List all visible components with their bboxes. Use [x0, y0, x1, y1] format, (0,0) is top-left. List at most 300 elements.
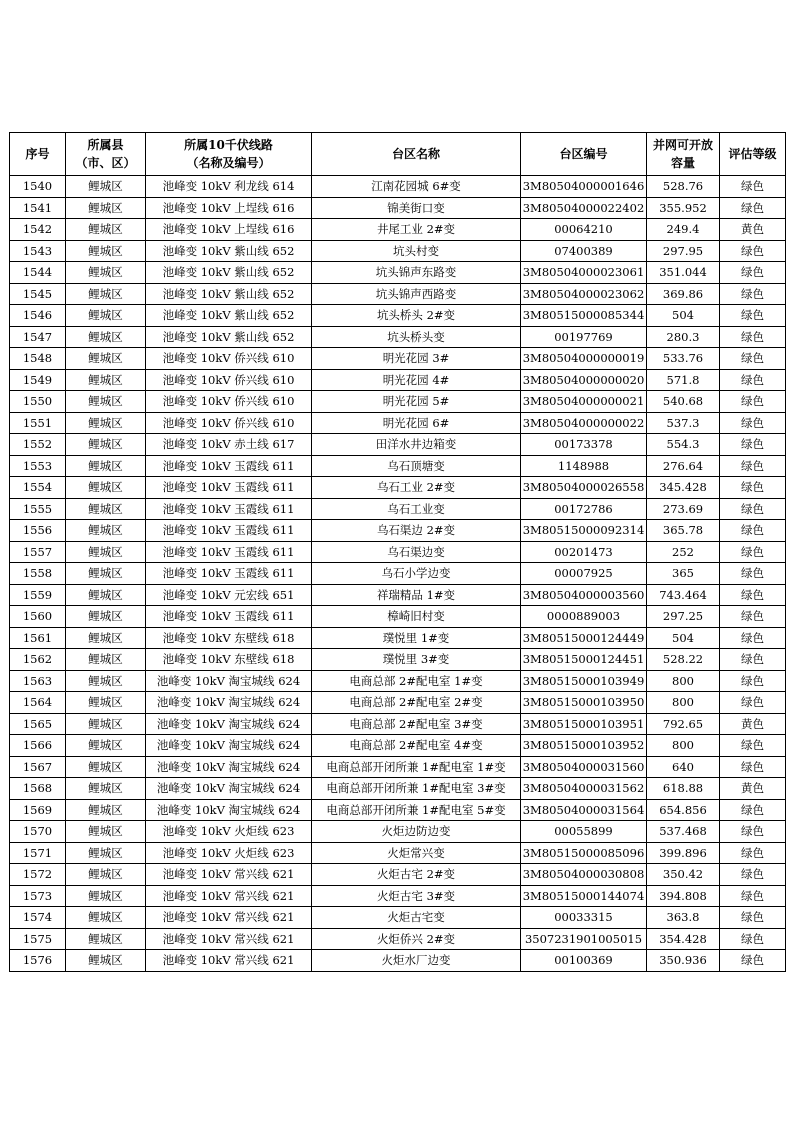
row-station-name: 田洋水井边箱变 [312, 434, 521, 456]
table-row [10, 455, 786, 477]
row-grade: 绿色 [720, 842, 786, 864]
table-row [10, 541, 786, 563]
row-seq: 1542 [10, 219, 66, 241]
row-grade: 绿色 [720, 348, 786, 370]
row-station-name: 乌石渠边变 [312, 541, 521, 563]
row-seq: 1571 [10, 842, 66, 864]
row-station-id: 00033315 [521, 907, 647, 929]
row-county: 鲤城区 [66, 670, 146, 692]
row-feeder: 池峰变 10kV 玉霞线 611 [146, 477, 312, 499]
row-capacity: 351.044 [647, 262, 720, 284]
row-capacity: 540.68 [647, 391, 720, 413]
row-station-name: 坑头桥头变 [312, 326, 521, 348]
table-row [10, 262, 786, 284]
row-grade: 绿色 [720, 176, 786, 198]
row-seq: 1575 [10, 928, 66, 950]
row-seq: 1566 [10, 735, 66, 757]
row-station-id: 3M80504000023062 [521, 283, 647, 305]
table-row [10, 649, 786, 671]
row-feeder: 池峰变 10kV 元宏线 651 [146, 584, 312, 606]
table-row [10, 219, 786, 241]
row-feeder: 池峰变 10kV 紫山线 652 [146, 283, 312, 305]
row-station-name: 坑头桥头 2#变 [312, 305, 521, 327]
row-capacity: 743.464 [647, 584, 720, 606]
row-capacity: 792.65 [647, 713, 720, 735]
row-feeder: 池峰变 10kV 火炬线 623 [146, 821, 312, 843]
row-station-name: 火炬古宅 2#变 [312, 864, 521, 886]
row-feeder: 池峰变 10kV 常兴线 621 [146, 864, 312, 886]
row-station-name: 火炬水厂边变 [312, 950, 521, 972]
row-feeder: 池峰变 10kV 玉霞线 611 [146, 563, 312, 585]
row-county: 鲤城区 [66, 563, 146, 585]
row-station-name: 锦美街口变 [312, 197, 521, 219]
row-station-name: 樟崎旧村变 [312, 606, 521, 628]
row-county: 鲤城区 [66, 176, 146, 198]
row-station-name: 江南花园城 6#变 [312, 176, 521, 198]
row-grade: 绿色 [720, 262, 786, 284]
row-capacity: 800 [647, 670, 720, 692]
row-station-id: 3M80515000085096 [521, 842, 647, 864]
row-county: 鲤城区 [66, 326, 146, 348]
row-station-id: 00064210 [521, 219, 647, 241]
row-grade: 绿色 [720, 606, 786, 628]
row-feeder: 池峰变 10kV 紫山线 652 [146, 240, 312, 262]
table-row [10, 713, 786, 735]
row-station-id: 3507231901005015 [521, 928, 647, 950]
row-station-id: 00172786 [521, 498, 647, 520]
row-county: 鲤城区 [66, 821, 146, 843]
row-seq: 1554 [10, 477, 66, 499]
row-grade: 绿色 [720, 283, 786, 305]
table-row [10, 907, 786, 929]
row-station-id: 3M80504000001646 [521, 176, 647, 198]
header-grade: 评估等级 [720, 133, 786, 176]
row-capacity: 365 [647, 563, 720, 585]
row-grade: 绿色 [720, 928, 786, 950]
row-capacity: 365.78 [647, 520, 720, 542]
row-grade: 绿色 [720, 885, 786, 907]
table-row [10, 885, 786, 907]
row-grade: 绿色 [720, 627, 786, 649]
header-station-id: 台区编号 [521, 133, 647, 176]
row-grade: 黄色 [720, 778, 786, 800]
row-feeder: 池峰变 10kV 玉霞线 611 [146, 498, 312, 520]
row-station-name: 乌石工业 2#变 [312, 477, 521, 499]
row-seq: 1541 [10, 197, 66, 219]
table-row [10, 391, 786, 413]
row-feeder: 池峰变 10kV 侨兴线 610 [146, 369, 312, 391]
table-row [10, 412, 786, 434]
row-station-name: 电商总部 2#配电室 2#变 [312, 692, 521, 714]
row-feeder: 池峰变 10kV 玉霞线 611 [146, 606, 312, 628]
table-row [10, 498, 786, 520]
row-grade: 绿色 [720, 735, 786, 757]
header-capacity: 并网可开放 容量 [647, 133, 720, 176]
row-station-id: 3M80515000092314 [521, 520, 647, 542]
row-station-id: 3M80504000003560 [521, 584, 647, 606]
table-row [10, 584, 786, 606]
row-station-id: 00173378 [521, 434, 647, 456]
row-county: 鲤城区 [66, 606, 146, 628]
row-station-id: 00055899 [521, 821, 647, 843]
row-county: 鲤城区 [66, 627, 146, 649]
row-capacity: 528.22 [647, 649, 720, 671]
row-capacity: 504 [647, 305, 720, 327]
row-seq: 1547 [10, 326, 66, 348]
row-grade: 绿色 [720, 756, 786, 778]
row-county: 鲤城区 [66, 498, 146, 520]
row-feeder: 池峰变 10kV 紫山线 652 [146, 305, 312, 327]
row-grade: 绿色 [720, 670, 786, 692]
table-row [10, 520, 786, 542]
row-station-name: 璞悦里 1#变 [312, 627, 521, 649]
row-grade: 绿色 [720, 326, 786, 348]
row-station-id: 07400389 [521, 240, 647, 262]
row-capacity: 618.88 [647, 778, 720, 800]
header-feeder: 所属10千伏线路 （名称及编号） [146, 133, 312, 176]
row-station-name: 电商总部开闭所兼 1#配电室 3#变 [312, 778, 521, 800]
row-grade: 绿色 [720, 692, 786, 714]
header-seq: 序号 [10, 133, 66, 176]
row-feeder: 池峰变 10kV 淘宝城线 624 [146, 778, 312, 800]
row-station-name: 明光花园 3# [312, 348, 521, 370]
row-grade: 绿色 [720, 369, 786, 391]
row-seq: 1568 [10, 778, 66, 800]
row-station-id: 00197769 [521, 326, 647, 348]
row-grade: 绿色 [720, 477, 786, 499]
row-feeder: 池峰变 10kV 玉霞线 611 [146, 520, 312, 542]
row-grade: 绿色 [720, 391, 786, 413]
row-seq: 1557 [10, 541, 66, 563]
row-station-name: 乌石小学边变 [312, 563, 521, 585]
row-county: 鲤城区 [66, 197, 146, 219]
row-feeder: 池峰变 10kV 玉霞线 611 [146, 541, 312, 563]
row-seq: 1560 [10, 606, 66, 628]
row-grade: 绿色 [720, 584, 786, 606]
row-seq: 1576 [10, 950, 66, 972]
row-county: 鲤城区 [66, 756, 146, 778]
row-county: 鲤城区 [66, 348, 146, 370]
row-county: 鲤城区 [66, 283, 146, 305]
row-county: 鲤城区 [66, 434, 146, 456]
table-row [10, 283, 786, 305]
row-capacity: 640 [647, 756, 720, 778]
row-seq: 1555 [10, 498, 66, 520]
table-row [10, 348, 786, 370]
row-feeder: 池峰变 10kV 常兴线 621 [146, 907, 312, 929]
row-seq: 1564 [10, 692, 66, 714]
row-seq: 1548 [10, 348, 66, 370]
header-station-name: 台区名称 [312, 133, 521, 176]
row-county: 鲤城区 [66, 369, 146, 391]
row-capacity: 394.808 [647, 885, 720, 907]
row-station-name: 祥瑞精品 1#变 [312, 584, 521, 606]
row-station-id: 3M80504000000021 [521, 391, 647, 413]
row-station-name: 乌石工业变 [312, 498, 521, 520]
row-station-name: 火炬古宅变 [312, 907, 521, 929]
row-capacity: 363.8 [647, 907, 720, 929]
row-feeder: 池峰变 10kV 常兴线 621 [146, 950, 312, 972]
row-feeder: 池峰变 10kV 淘宝城线 624 [146, 735, 312, 757]
row-county: 鲤城区 [66, 713, 146, 735]
table-row [10, 864, 786, 886]
row-feeder: 池峰变 10kV 紫山线 652 [146, 262, 312, 284]
capacity-table [9, 132, 786, 972]
row-county: 鲤城区 [66, 649, 146, 671]
row-station-name: 电商总部 2#配电室 3#变 [312, 713, 521, 735]
row-county: 鲤城区 [66, 584, 146, 606]
row-capacity: 350.42 [647, 864, 720, 886]
row-station-id: 3M80504000031560 [521, 756, 647, 778]
row-capacity: 297.25 [647, 606, 720, 628]
row-county: 鲤城区 [66, 735, 146, 757]
row-seq: 1572 [10, 864, 66, 886]
row-station-name: 火炬侨兴 2#变 [312, 928, 521, 950]
table-row [10, 692, 786, 714]
row-seq: 1553 [10, 455, 66, 477]
row-station-id: 3M80515000144074 [521, 885, 647, 907]
row-station-name: 璞悦里 3#变 [312, 649, 521, 671]
row-station-name: 坑头村变 [312, 240, 521, 262]
row-grade: 绿色 [720, 563, 786, 585]
table-row [10, 670, 786, 692]
row-county: 鲤城区 [66, 885, 146, 907]
row-county: 鲤城区 [66, 240, 146, 262]
row-seq: 1565 [10, 713, 66, 735]
row-station-name: 明光花园 4# [312, 369, 521, 391]
row-seq: 1569 [10, 799, 66, 821]
table-row [10, 756, 786, 778]
row-station-id: 3M80504000030808 [521, 864, 647, 886]
row-feeder: 池峰变 10kV 常兴线 621 [146, 885, 312, 907]
row-grade: 绿色 [720, 240, 786, 262]
table-row [10, 950, 786, 972]
row-seq: 1559 [10, 584, 66, 606]
row-seq: 1552 [10, 434, 66, 456]
row-station-id: 3M80504000031562 [521, 778, 647, 800]
table-row [10, 928, 786, 950]
row-feeder: 池峰变 10kV 淘宝城线 624 [146, 692, 312, 714]
row-grade: 绿色 [720, 950, 786, 972]
row-capacity: 537.468 [647, 821, 720, 843]
row-feeder: 池峰变 10kV 侨兴线 610 [146, 391, 312, 413]
row-grade: 绿色 [720, 821, 786, 843]
table-row [10, 821, 786, 843]
row-station-name: 电商总部 2#配电室 1#变 [312, 670, 521, 692]
row-capacity: 504 [647, 627, 720, 649]
row-feeder: 池峰变 10kV 侨兴线 610 [146, 412, 312, 434]
row-county: 鲤城区 [66, 262, 146, 284]
row-feeder: 池峰变 10kV 淘宝城线 624 [146, 799, 312, 821]
row-station-id: 3M80515000103950 [521, 692, 647, 714]
row-seq: 1574 [10, 907, 66, 929]
row-station-id: 00100369 [521, 950, 647, 972]
row-seq: 1550 [10, 391, 66, 413]
table-row [10, 778, 786, 800]
row-feeder: 池峰变 10kV 东壁线 618 [146, 649, 312, 671]
row-capacity: 528.76 [647, 176, 720, 198]
row-feeder: 池峰变 10kV 淘宝城线 624 [146, 713, 312, 735]
row-capacity: 355.952 [647, 197, 720, 219]
row-station-name: 坑头锦声东路变 [312, 262, 521, 284]
row-station-name: 乌石渠边 2#变 [312, 520, 521, 542]
row-capacity: 533.76 [647, 348, 720, 370]
row-station-name: 明光花园 5# [312, 391, 521, 413]
row-grade: 绿色 [720, 649, 786, 671]
row-seq: 1558 [10, 563, 66, 585]
row-grade: 绿色 [720, 541, 786, 563]
header-county: 所属县 （市、区） [66, 133, 146, 176]
row-grade: 绿色 [720, 455, 786, 477]
row-capacity: 369.86 [647, 283, 720, 305]
table-row [10, 627, 786, 649]
row-grade: 绿色 [720, 305, 786, 327]
row-county: 鲤城区 [66, 391, 146, 413]
row-county: 鲤城区 [66, 950, 146, 972]
row-grade: 黄色 [720, 219, 786, 241]
table-row [10, 563, 786, 585]
row-feeder: 池峰变 10kV 东壁线 618 [146, 627, 312, 649]
row-station-id: 3M80515000103949 [521, 670, 647, 692]
row-capacity: 252 [647, 541, 720, 563]
row-feeder: 池峰变 10kV 上埕线 616 [146, 219, 312, 241]
table-row [10, 240, 786, 262]
row-grade: 绿色 [720, 197, 786, 219]
row-grade: 绿色 [720, 799, 786, 821]
row-seq: 1549 [10, 369, 66, 391]
row-grade: 绿色 [720, 520, 786, 542]
row-grade: 绿色 [720, 412, 786, 434]
table-row [10, 434, 786, 456]
row-station-name: 坑头锦声西路变 [312, 283, 521, 305]
row-county: 鲤城区 [66, 864, 146, 886]
row-county: 鲤城区 [66, 692, 146, 714]
row-feeder: 池峰变 10kV 利龙线 614 [146, 176, 312, 198]
row-seq: 1570 [10, 821, 66, 843]
row-grade: 绿色 [720, 498, 786, 520]
table-row [10, 176, 786, 198]
table-row [10, 197, 786, 219]
row-seq: 1544 [10, 262, 66, 284]
row-capacity: 273.69 [647, 498, 720, 520]
row-capacity: 571.8 [647, 369, 720, 391]
row-station-id: 1148988 [521, 455, 647, 477]
row-feeder: 池峰变 10kV 侨兴线 610 [146, 348, 312, 370]
row-grade: 黄色 [720, 713, 786, 735]
row-capacity: 276.64 [647, 455, 720, 477]
row-seq: 1543 [10, 240, 66, 262]
row-station-id: 00007925 [521, 563, 647, 585]
row-seq: 1567 [10, 756, 66, 778]
row-station-id: 3M80515000124451 [521, 649, 647, 671]
row-feeder: 池峰变 10kV 玉霞线 611 [146, 455, 312, 477]
row-station-name: 电商总部开闭所兼 1#配电室 1#变 [312, 756, 521, 778]
row-feeder: 池峰变 10kV 上埕线 616 [146, 197, 312, 219]
row-county: 鲤城区 [66, 799, 146, 821]
row-capacity: 554.3 [647, 434, 720, 456]
row-feeder: 池峰变 10kV 紫山线 652 [146, 326, 312, 348]
row-station-name: 明光花园 6# [312, 412, 521, 434]
row-station-id: 3M80504000022402 [521, 197, 647, 219]
row-feeder: 池峰变 10kV 淘宝城线 624 [146, 670, 312, 692]
row-county: 鲤城区 [66, 219, 146, 241]
row-station-name: 乌石顶塘变 [312, 455, 521, 477]
row-feeder: 池峰变 10kV 淘宝城线 624 [146, 756, 312, 778]
row-capacity: 280.3 [647, 326, 720, 348]
row-county: 鲤城区 [66, 541, 146, 563]
table-body [10, 176, 786, 972]
row-station-id: 3M80504000026558 [521, 477, 647, 499]
row-station-name: 电商总部开闭所兼 1#配电室 5#变 [312, 799, 521, 821]
row-feeder: 池峰变 10kV 常兴线 621 [146, 928, 312, 950]
row-capacity: 399.896 [647, 842, 720, 864]
row-capacity: 345.428 [647, 477, 720, 499]
row-seq: 1545 [10, 283, 66, 305]
table-row [10, 326, 786, 348]
row-county: 鲤城区 [66, 520, 146, 542]
row-county: 鲤城区 [66, 928, 146, 950]
row-capacity: 800 [647, 735, 720, 757]
row-county: 鲤城区 [66, 477, 146, 499]
row-seq: 1546 [10, 305, 66, 327]
row-station-id: 3M80504000023061 [521, 262, 647, 284]
row-station-id: 3M80504000000022 [521, 412, 647, 434]
table-row [10, 735, 786, 757]
row-station-id: 3M80515000103952 [521, 735, 647, 757]
row-station-id: 00201473 [521, 541, 647, 563]
row-capacity: 350.936 [647, 950, 720, 972]
row-county: 鲤城区 [66, 778, 146, 800]
row-seq: 1556 [10, 520, 66, 542]
row-capacity: 249.4 [647, 219, 720, 241]
row-station-id: 3M80504000000019 [521, 348, 647, 370]
row-county: 鲤城区 [66, 412, 146, 434]
table-row [10, 305, 786, 327]
row-capacity: 800 [647, 692, 720, 714]
row-seq: 1573 [10, 885, 66, 907]
row-grade: 绿色 [720, 434, 786, 456]
row-station-name: 火炬边防边变 [312, 821, 521, 843]
row-capacity: 537.3 [647, 412, 720, 434]
row-grade: 绿色 [720, 864, 786, 886]
row-capacity: 297.95 [647, 240, 720, 262]
row-seq: 1562 [10, 649, 66, 671]
row-station-name: 火炬古宅 3#变 [312, 885, 521, 907]
row-station-name: 电商总部 2#配电室 4#变 [312, 735, 521, 757]
row-grade: 绿色 [720, 907, 786, 929]
row-station-id: 3M80515000124449 [521, 627, 647, 649]
row-station-id: 3M80504000000020 [521, 369, 647, 391]
row-station-name: 火炬常兴变 [312, 842, 521, 864]
row-county: 鲤城区 [66, 907, 146, 929]
row-station-id: 3M80515000103951 [521, 713, 647, 735]
row-capacity: 654.856 [647, 799, 720, 821]
row-station-id: 3M80504000031564 [521, 799, 647, 821]
row-county: 鲤城区 [66, 455, 146, 477]
row-feeder: 池峰变 10kV 火炬线 623 [146, 842, 312, 864]
row-seq: 1551 [10, 412, 66, 434]
table-row [10, 799, 786, 821]
row-county: 鲤城区 [66, 842, 146, 864]
row-seq: 1561 [10, 627, 66, 649]
row-station-id: 3M80515000085344 [521, 305, 647, 327]
row-seq: 1563 [10, 670, 66, 692]
table-row [10, 842, 786, 864]
row-station-id: 0000889003 [521, 606, 647, 628]
row-capacity: 354.428 [647, 928, 720, 950]
table-row [10, 477, 786, 499]
row-county: 鲤城区 [66, 305, 146, 327]
